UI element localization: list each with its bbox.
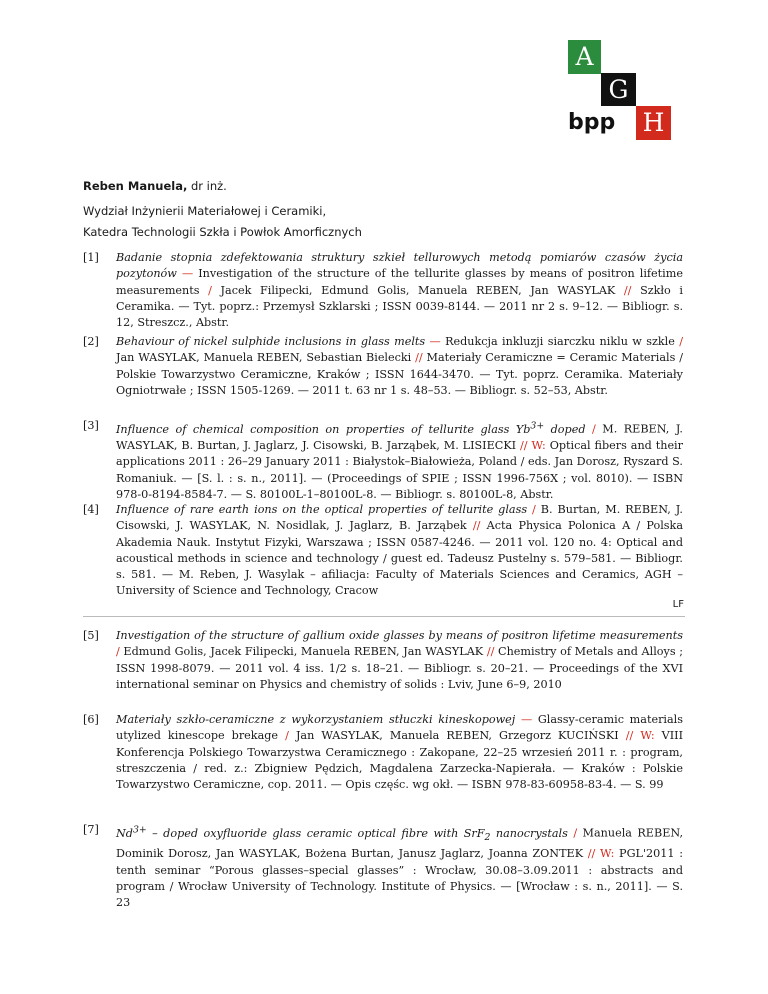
entry-number: [2]: [83, 335, 99, 348]
entry-source: Chemistry of Metals and Alloys ; ISSN 1998-8079. — 2011 vol. 4 iss. 1/2 s. 18–21. — Bibliogr. s. 20–21. — Proceedings of the XVI international seminar on Physics and chemistry of solids : Lviv, June 6–9, 2010: [116, 645, 684, 691]
bibliography-entry-2: [83, 334, 683, 399]
entry-title: Behaviour of nickel sulphide inclusions in glass melts: [116, 335, 426, 348]
slash-separator: /: [208, 283, 212, 297]
entry-title-end: nanocrystals: [490, 826, 568, 840]
entry-translated-title: Glassy-ceramic materials utylized kinescope brekage: [116, 713, 683, 743]
separator: —: [515, 713, 538, 726]
entry-source: Materiały Ceramiczne = Ceramic Materials / Polskie Towarzystwo Ceramiczne, Kraków ; ISSN 1644-3470. — Tyt. poprz. Ceramika. Materiały Ogniotrwałe ; ISSN 1505-1269. — 2011 t. 63 nr 1 s. 48–53. — Bibliogr. s. 52–53, Abstr.: [116, 351, 683, 397]
entry-authors: Manuela REBEN, Dominik Dorosz, Jan WASYLAK, Bożena Burtan, Janusz Jaglarz, Joanna ZONTEK: [116, 826, 683, 861]
entry-number: [4]: [83, 503, 99, 516]
entry-number: [3]: [83, 419, 99, 432]
entry-translated-title: Redukcja inkluzji siarczku niklu w szkle: [445, 335, 680, 348]
affiliation: [83, 201, 362, 243]
entry-title-middle: – doped oxyfluoride glass ceramic optical fibre with SrF: [146, 826, 485, 840]
double-slash-separator: //: [587, 847, 596, 861]
entry-title-end: doped: [544, 422, 586, 436]
in-marker: W:: [531, 439, 546, 453]
bibliography-entry-7: [83, 822, 683, 911]
agh-bpp-logo: [568, 40, 680, 140]
entry-source: Acta Physica Polonica A / Polska Akademia Nauk. Instytut Fizyki, Warszawa ; ISSN 0587-4246. — 2011 vol. 120 no. 4: Optical and acoustical methods in science and technology / guest ed. Tadeusz Pustelny s. 579–581. — Bibliogr. s. 581. — M. Reben, J. Wasylak – afiliacja: Faculty of Materials Sciences and Ceramics, AGH – University of Science and Technology, Cracow: [116, 519, 683, 598]
entry-source: VIII Konferencja Polskiego Towarzystwa Ceramicznego : Zakopane, 22–25 wrzesień 2011 r. : program, streszczenia / red. z.: Zbigniew Pędzich, Magdalena Zarzecka-Napierała. — Kraków : Polskie Towarzystwo Ceramiczne, cop. 2011. — Opis częśc. wg okł. — ISBN 978-83-60958-83-4. — S. 99: [116, 729, 684, 792]
entry-authors: B. Burtan, M. REBEN, J. Cisowski, J. WASYLAK, N. Nosidlak, J. Jaglarz, B. Jarząbek: [116, 503, 683, 533]
bibliography-entry-6: [83, 712, 683, 793]
in-marker: W:: [600, 847, 615, 861]
page-marker: LF: [672, 599, 684, 610]
entry-number: [5]: [83, 629, 99, 642]
entry-number: [6]: [83, 713, 99, 726]
double-slash-separator: //: [472, 519, 481, 533]
slash-separator: /: [591, 422, 596, 436]
slash-separator: /: [573, 826, 578, 840]
double-slash-separator: //: [415, 351, 423, 365]
bibliography-entry-3: [83, 418, 683, 503]
bibliography-entry-1: [83, 250, 683, 331]
entry-authors: Jacek Filipecki, Edmund Golis, Manuela REBEN, Jan WASYLAK: [211, 283, 624, 297]
slash-separator: /: [679, 335, 683, 348]
entry-title-text: Influence of chemical composition on properties of tellurite glass Yb: [116, 422, 531, 436]
entry-title: Materiały szkło-ceramiczne z wykorzystaniem stłuczki kineskopowej: [116, 713, 516, 726]
entry-title: [116, 420, 586, 436]
entry-number: [7]: [83, 823, 99, 836]
author-title: dr inż.: [187, 179, 227, 193]
logo-a-block: A: [568, 40, 601, 74]
affiliation-department: Katedra Technologii Szkła i Powłok Amorficznych: [83, 225, 362, 239]
author-line: [83, 179, 227, 193]
separator: —: [425, 335, 446, 348]
entry-authors: Edmund Golis, Jacek Filipecki, Manuela REBEN, Jan WASYLAK: [119, 645, 487, 659]
in-marker: W:: [640, 729, 655, 743]
entry-source: Szkło i Ceramika. — Tyt. poprz.: Przemysł Szklarski ; ISSN 0039-8144. — 2011 nr 2 s. 9–12. — Bibliogr. s. 12, Streszcz., Abstr.: [116, 283, 684, 330]
entry-authors: Jan WASYLAK, Manuela REBEN, Sebastian Bielecki: [116, 351, 416, 365]
superscript: 3+: [530, 420, 545, 431]
entry-authors: M. REBEN, J. WASYLAK, B. Burtan, J. Jaglarz, J. Cisowski, B. Jarząbek, M. LISIECKI: [116, 422, 683, 453]
double-slash-separator: //: [623, 283, 632, 297]
author-name: Reben Manuela,: [83, 179, 188, 193]
entry-title: Influence of rare earth ions on the optical properties of tellurite glass: [116, 503, 528, 516]
entry-title: Badanie stopnia zdefektowania struktury szkieł tellurowych metodą pomiarów czasów życia pozytonów: [116, 251, 683, 281]
entry-source: Optical fibers and their applications 2011 : 26–29 January 2011 : Białystok–Białowieża, Poland / eds. Jan Dorosz, Ryszard S. Romaniuk. — [S. l. : s. n., 2011]. — (Proceedings of SPIE ; ISSN 1996-756X ; vol. 8010). — ISBN 978-0-8194-8584-7. — S. 80100L-1–80100L-8. — Bibliogr. s. 80100L-8, Abstr.: [116, 439, 683, 501]
bibliography-entry-5: [83, 628, 683, 693]
separator: —: [176, 267, 199, 281]
entry-translated-title: Investigation of the structure of the tellurite glasses by means of positron lifetime measurements: [116, 267, 683, 297]
entry-title-text: Nd: [116, 826, 133, 840]
logo-bpp-text: bpp: [568, 110, 616, 135]
entry-title: [116, 824, 568, 843]
double-slash-separator: //: [625, 729, 634, 743]
bibliography-entry-4: [83, 502, 683, 600]
slash-separator: /: [116, 645, 120, 659]
superscript: 3+: [132, 824, 147, 835]
logo-h-block: H: [636, 106, 671, 140]
entry-source: PGL'2011 : tenth seminar “Porous glasses–special glasses” : Wrocław, 30.08–3.09.2011 : abstracts and program / Wrocław University of Technology. Institute of Physics. — [Wrocław : s. n., 2011]. — S. 23: [116, 847, 683, 910]
subscript: 2: [484, 831, 491, 843]
double-slash-separator: //: [486, 645, 495, 659]
entry-authors: Jan WASYLAK, Manuela REBEN, Grzegorz KUCIŃSKI: [288, 729, 626, 743]
logo-g-block: G: [601, 73, 636, 106]
slash-separator: /: [285, 729, 289, 743]
divider: [83, 616, 685, 617]
affiliation-faculty: Wydział Inżynierii Materiałowej i Ceramiki,: [83, 204, 327, 218]
double-slash-separator: //: [520, 439, 528, 453]
entry-title: Investigation of the structure of gallium oxide glasses by means of positron lifetime measurements: [116, 629, 683, 642]
entry-number: [1]: [83, 251, 99, 264]
slash-separator: /: [532, 503, 536, 516]
